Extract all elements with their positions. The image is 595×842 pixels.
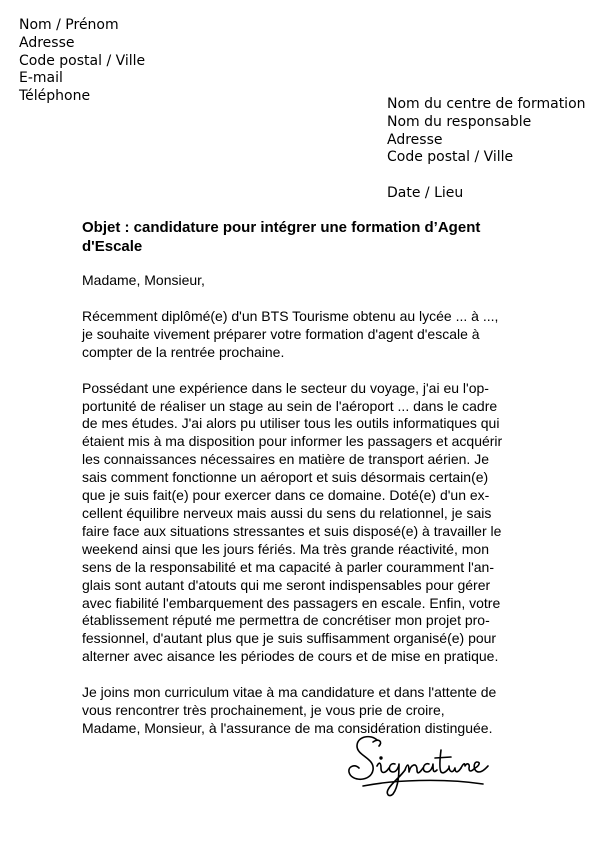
paragraph-line: avec fiabilité l'embarquement des passagers en escale. Enfin, votre (82, 594, 501, 611)
sender-name: Nom / Prénom (19, 17, 119, 33)
paragraph-line: Possédant une expérience dans le secteur du voyage, j'ai eu l'op- (82, 379, 489, 396)
paragraph-line: Madame, Monsieur, à l'assurance de ma considération distinguée. (82, 719, 493, 736)
sender-email: E-mail (19, 70, 63, 87)
paragraph-line: établissement réputé me permettra de concrétiser mon projet pro- (82, 612, 490, 629)
sender-block (19, 17, 145, 106)
paragraph-experience (82, 380, 512, 667)
paragraph-line: Récemment diplômé(e) d'un BTS Tourisme obtenu au lycée ... à ..., (82, 307, 499, 324)
paragraph-line: alterner avec aisance les périodes de cours et de mise en pratique. (82, 648, 499, 665)
paragraph-line: je souhaite vivement préparer votre formation d'agent d'escale à (82, 325, 480, 342)
paragraph-line: weekend ainsi que les jours fériés. Ma très grande réactivité, mon (82, 540, 489, 557)
paragraph-line: cellent équilibre nerveux mais aussi du sens du relationnel, je sais (82, 504, 492, 521)
sender-phone: Téléphone (19, 88, 91, 105)
subject-line-2: d'Escale (82, 238, 143, 255)
recipient-address: Adresse (387, 131, 443, 148)
recipient-center: Nom du centre de formation (387, 96, 586, 112)
paragraph-line: compter de la rentrée prochaine. (82, 343, 285, 360)
signature-image (343, 728, 493, 803)
paragraph-line: sens de la responsabilité et ma capacité à parler couramment l'an- (82, 558, 494, 575)
paragraph-line: Je joins mon curriculum vitae à ma candidature et dans l'attente de (82, 684, 497, 701)
paragraph-line: faire face aux situations stressantes et suis disposé(e) à travailler le (82, 522, 502, 539)
subject-line (82, 218, 522, 256)
recipient-postal-city: Code postal / Ville (387, 149, 514, 166)
paragraph-line: vous rencontrer très prochainement, je vous prie de croire, (82, 702, 445, 719)
letter-body (82, 272, 512, 738)
paragraph-line: les connaissances nécessaires en matière de transport aérien. Je (82, 451, 489, 468)
recipient-block (387, 96, 586, 167)
paragraph-line: sais comment fonctionne un aéroport et suis désormais certain(e) (82, 469, 489, 486)
sender-address: Adresse (19, 34, 75, 51)
paragraph-line: glais sont autant d'atouts qui me seront indispensables pour gérer (82, 576, 491, 593)
paragraph-line: portunité de réaliser un stage au sein de l'aéroport ... dans le cadre (82, 397, 498, 414)
subject-line-1: Objet : candidature pour intégrer une formation d’Agent (82, 219, 481, 236)
paragraph-line: de mes études. J'ai alors pu utiliser tous les outils informatiques qui (82, 415, 500, 432)
paragraph-line: que je suis fait(e) pour exercer dans ce domaine. Doté(e) d'un ex- (82, 487, 490, 504)
paragraph-line: étaient mis à ma disposition pour informer les passagers et acquérir (82, 433, 503, 450)
date-place: Date / Lieu (387, 185, 464, 201)
paragraph-line: fessionnel, d'autant plus que je suis suffisamment organisé(e) pour (82, 630, 497, 647)
salutation: Madame, Monsieur, (82, 272, 205, 288)
paragraph-intro (82, 308, 512, 362)
recipient-manager: Nom du responsable (387, 113, 532, 130)
sender-postal-city: Code postal / Ville (19, 52, 146, 69)
